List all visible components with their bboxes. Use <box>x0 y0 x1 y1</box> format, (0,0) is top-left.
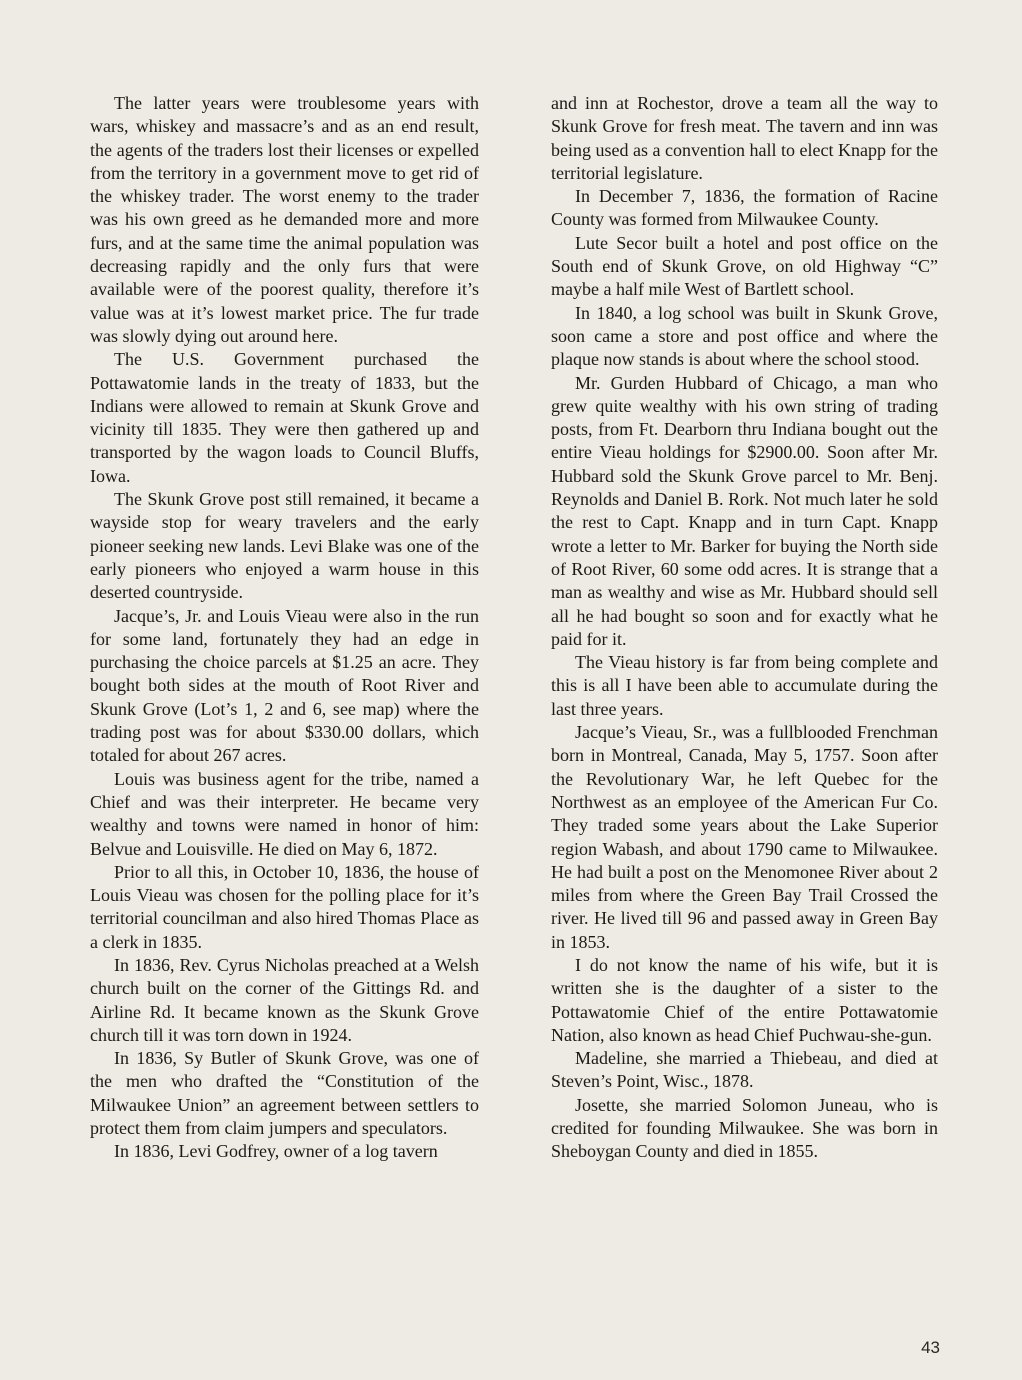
left-paragraph-2: The U.S. Government purchased the Pottawatomie lands in the treaty of 1833, but the Indians were allowed to remain at Skunk Grove and vicinity till 1835. They were then gathered up and transported by the wagon loads to Council Bluffs, Iowa. <box>90 349 479 486</box>
right-paragraph-3: Lute Secor built a hotel and post office on the South end of Skunk Grove, on old Highway “C” maybe a half mile West of Bartlett school. <box>551 232 938 300</box>
right-paragraph-10: Josette, she married Solomon Juneau, who is credited for founding Milwaukee. She was born in Sheboygan County and died in 1855. <box>551 1094 938 1162</box>
left-paragraph-6: Prior to all this, in October 10, 1836, the house of Louis Vieau was chosen for the polling place for it’s territorial councilman and also hired Thomas Place as a clerk in 1835. <box>90 861 479 952</box>
right-paragraph-6: The Vieau history is far from being complete and this is all I have been able to accumulate during the last three years. <box>551 652 938 719</box>
right-paragraph-9: Madeline, she married a Thiebeau, and died at Steven’s Point, Wisc., 1878. <box>551 1048 938 1092</box>
right-paragraph-7: Jacque’s Vieau, Sr., was a fullblooded Frenchman born in Montreal, Canada, May 5, 1757. Soon after the Revolutionary War, he left Quebec for the Northwest as an employee of the American Fur Co. They traded some years about the Lake Superior region Wabash, and about 1790 came to Milwaukee. He had built a post on the Menomonee River about 2 miles from where the Green Bay Trail Crossed the river. He lived till 96 and passed away in Green Bay in 1853. <box>551 722 938 952</box>
left-paragraph-4: Jacque’s, Jr. and Louis Vieau were also in the run for some land, fortunately they had an edge in purchasing the choice parcels at $1.25 an acre. They bought both sides at the mouth of Root River and Skunk Grove (Lot’s 1, 2 and 6, see map) where the trading post was for about $330.00 dollars, which totaled for about 267 acres. <box>90 605 479 766</box>
left-column <box>90 92 479 1164</box>
page-number: 43 <box>921 1338 940 1357</box>
right-paragraph-1: and inn at Rochestor, drove a team all the way to Skunk Grove for fresh meat. The tavern and inn was being used as a convention hall to elect Knapp for the territorial legislature. <box>551 93 938 183</box>
left-paragraph-8: In 1836, Sy Butler of Skunk Grove, was one of the men who drafted the “Constitution of the Milwaukee Union” an agreement between settlers to protect them from claim jumpers and speculators. <box>90 1048 479 1139</box>
right-column <box>551 92 938 1164</box>
right-paragraph-4: In 1840, a log school was built in Skunk Grove, soon came a store and post office and where the plaque now stands is about where the school stood. <box>551 302 938 370</box>
left-paragraph-5: Louis was business agent for the tribe, named a Chief and was their interpreter. He became very wealthy and towns were named in honor of him: Belvue and Louisville. He died on May 6, 1872. <box>90 768 479 859</box>
right-paragraph-8: I do not know the name of his wife, but it is written she is the daughter of a sister to the Pottawatomie Chief of the entire Pottawatomie Nation, also known as head Chief Puchwau-she-gun. <box>551 954 938 1045</box>
left-paragraph-9: In 1836, Levi Godfrey, owner of a log tavern <box>114 1141 438 1162</box>
right-paragraph-2: In December 7, 1836, the formation of Racine County was formed from Milwaukee County. <box>551 186 938 230</box>
left-paragraph-1: The latter years were troublesome years with wars, whiskey and massacre’s and as an end result, the agents of the traders lost their licenses or expelled from the territory in a government move to get rid of the whiskey trader. The worst enemy to the trader was his own greed as he demanded more and more furs, and at the same time the animal population was decreasing rapidly and the only furs that were available were of the poorest quality, therefore it’s value was at it’s lowest market price. The fur trade was slowly dying out around here. <box>90 93 479 346</box>
right-paragraph-5: Mr. Gurden Hubbard of Chicago, a man who grew quite wealthy with his own string of trading posts, from Ft. Dearborn thru Indiana bought out the entire Vieau holdings for $2900.00. Soon after Mr. Hubbard sold the Skunk Grove parcel to Mr. Benj. Reynolds and Daniel B. Rork. Not much later he sold the rest to Capt. Knapp and in turn Capt. Knapp wrote a letter to Mr. Barker for buying the North side of Root River, 60 some odd acres. It is strange that a man as wealthy and wise as Mr. Hubbard should sell all he had bought so soon and for exactly what he paid for it. <box>551 372 938 649</box>
left-paragraph-3: The Skunk Grove post still remained, it became a wayside stop for weary travelers and the early pioneer seeking new lands. Levi Blake was one of the early pioneers who enjoyed a warm house in this deserted countryside. <box>90 489 479 603</box>
left-paragraph-7: In 1836, Rev. Cyrus Nicholas preached at a Welsh church built on the corner of the Gittings Rd. and Airline Rd. It became known as the Skunk Grove church till it was torn down in 1924. <box>90 954 479 1045</box>
